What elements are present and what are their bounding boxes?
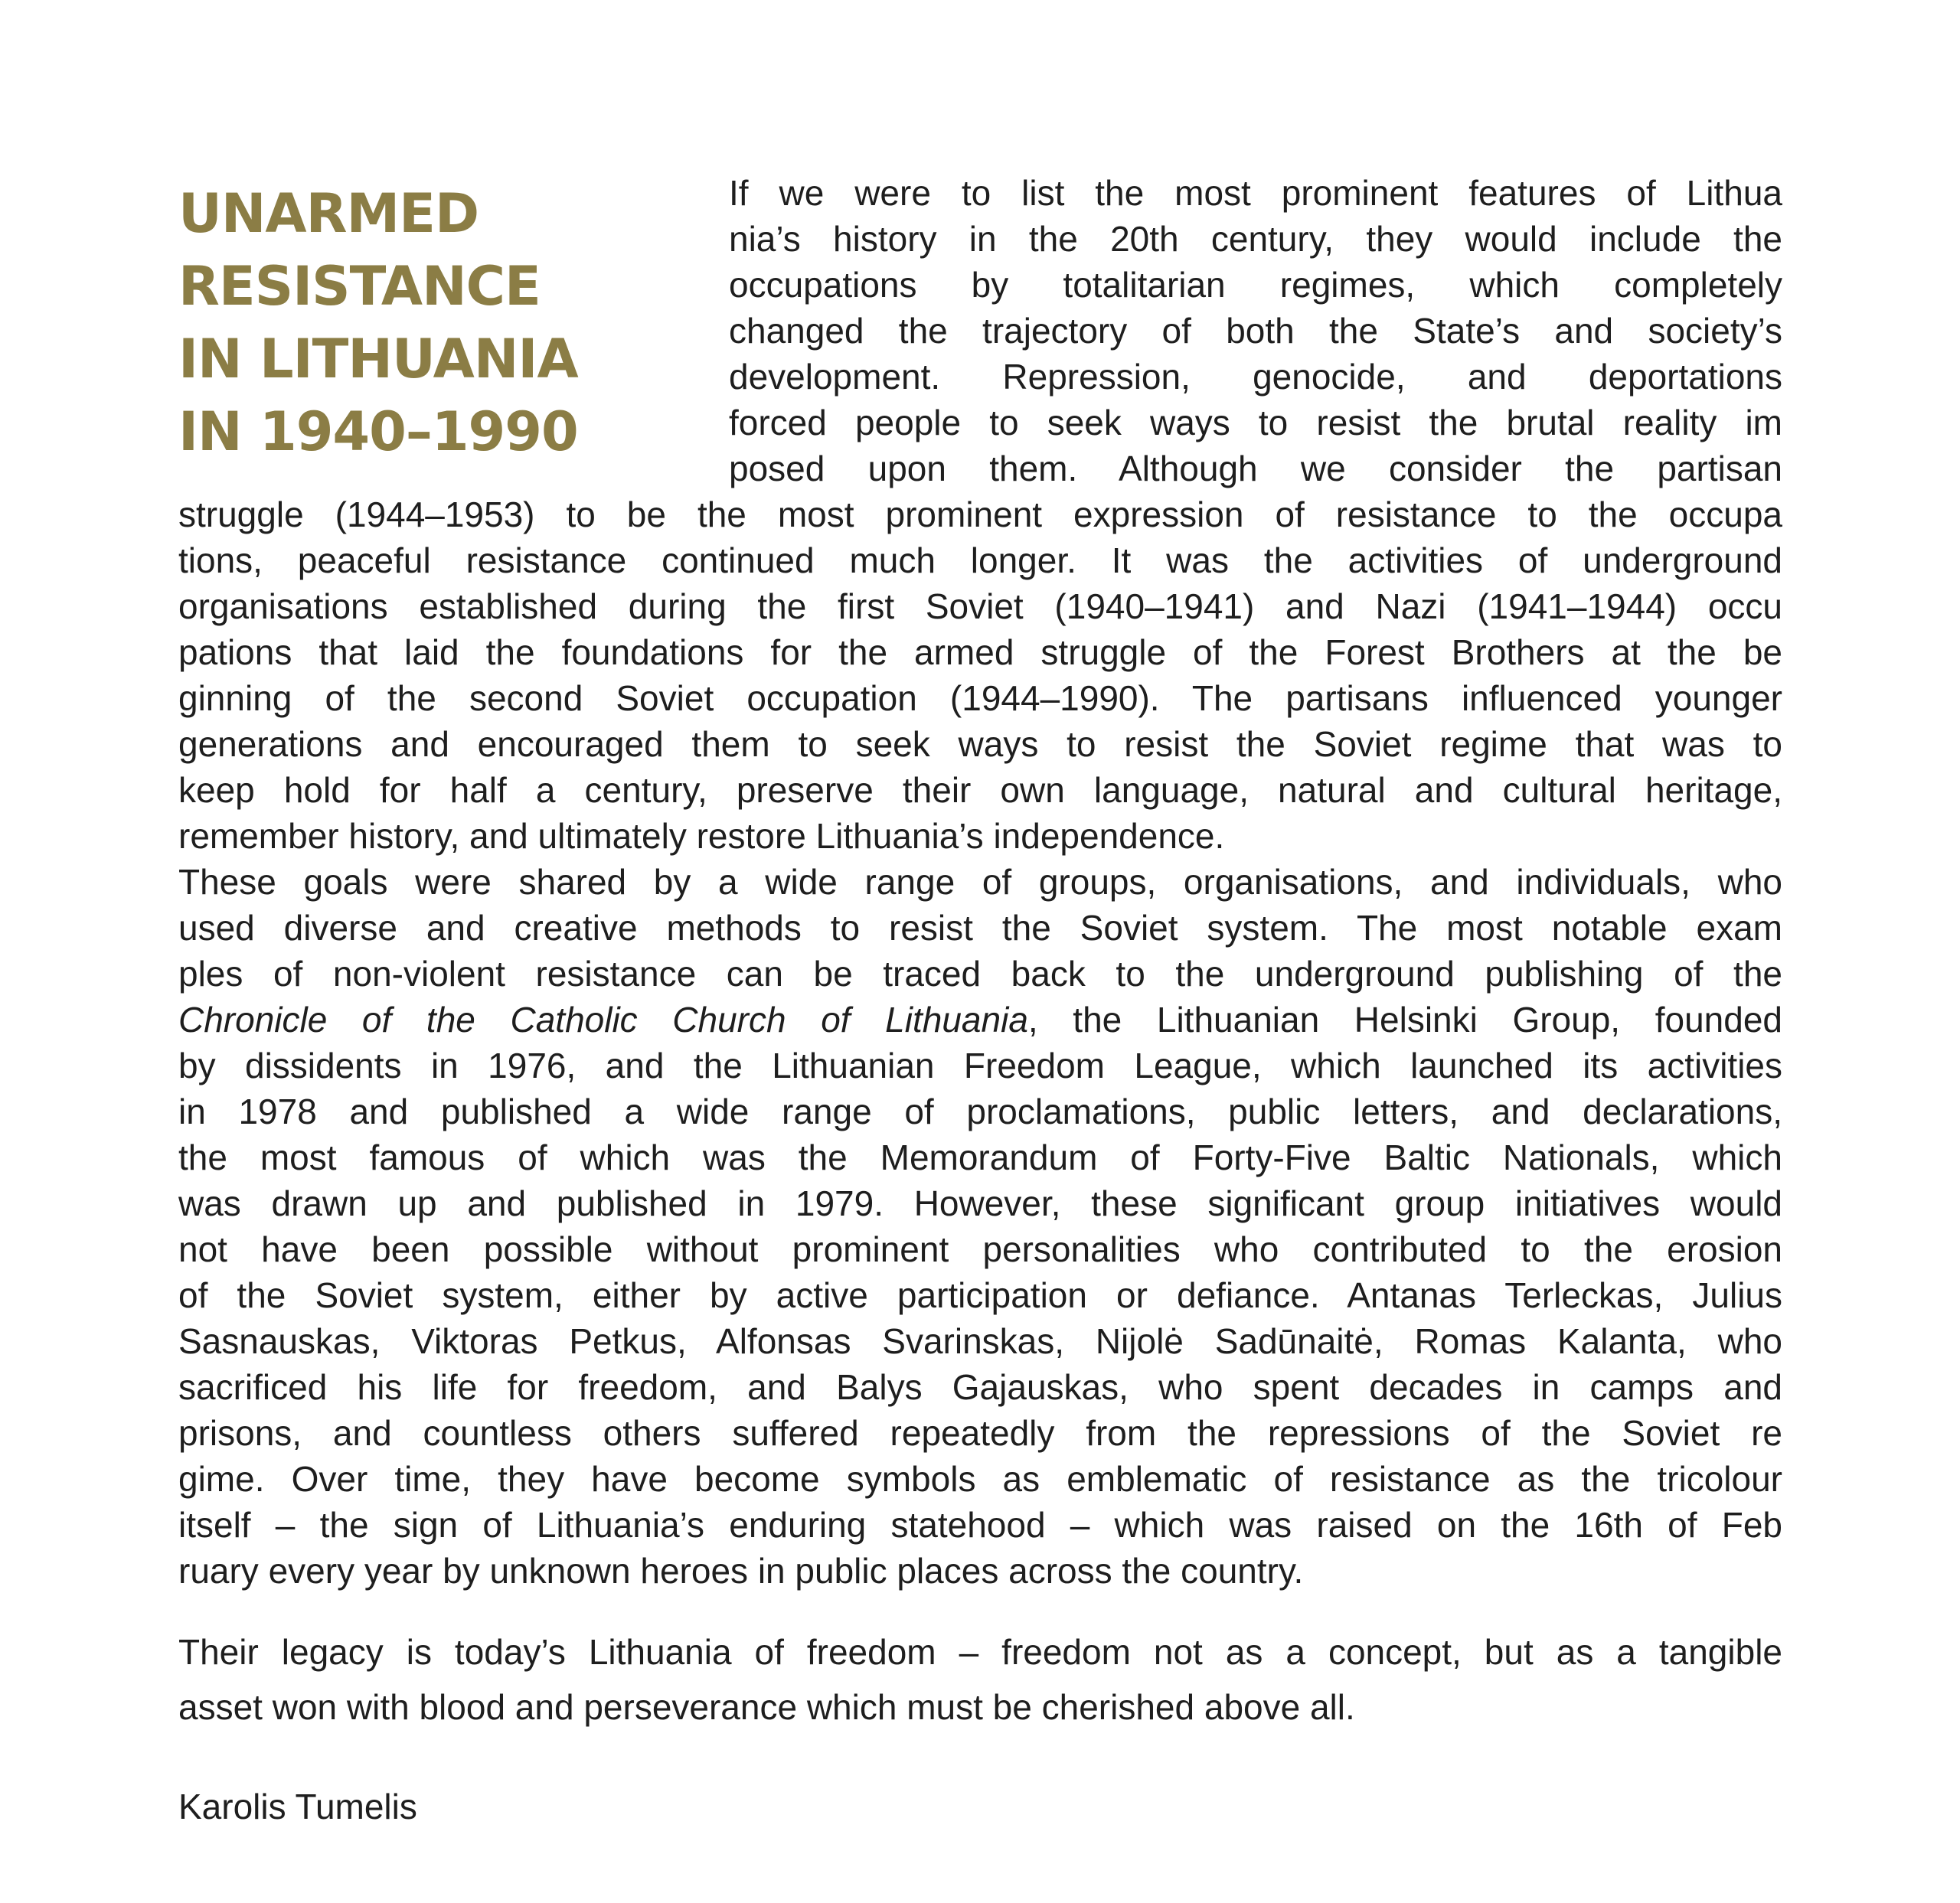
title-line-2: RESISTANCE — [178, 255, 541, 318]
body-line: struggle (1944–1953) to be the most prominent expression of resistance to the occupa — [178, 495, 1782, 534]
body-line: in 1978 and published a wide range of proclamations, public letters, and declarations, — [178, 1092, 1782, 1131]
body-line-with-italic-title — [178, 997, 1782, 1043]
body-line: nia’s history in the 20th century, they would include the — [729, 219, 1782, 259]
body-line: Sasnauskas, Viktoras Petkus, Alfonsas Svarinskas, Nijolė Sadūnaitė, Romas Kalanta, who — [178, 1321, 1782, 1361]
closing-paragraph — [178, 1624, 1782, 1735]
body-line: These goals were shared by a wide range of groups, organisations, and individuals, who — [178, 862, 1782, 902]
body-line: changed the trajectory of both the State’s and society’s — [729, 311, 1782, 351]
body-line: posed upon them. Although we consider the partisan — [729, 449, 1782, 488]
body-line: organisations established during the first Soviet (1940–1941) and Nazi (1941–1944) occu — [178, 586, 1782, 626]
body-line: itself – the sign of Lithuania’s enduring statehood – which was raised on the 16th of Feb — [178, 1505, 1782, 1545]
body-line: the most famous of which was the Memorandum of Forty-Five Baltic Nationals, which — [178, 1138, 1782, 1177]
title-line-3: IN LITHUANIA — [178, 328, 578, 390]
body-line: generations and encouraged them to seek ways to resist the Soviet regime that was to — [178, 724, 1782, 764]
body-line: prisons, and countless others suffered repeatedly from the repressions of the Soviet re — [178, 1413, 1782, 1453]
title-line-4: IN 1940–1990 — [178, 400, 578, 463]
body-line: by dissidents in 1976, and the Lithuanian Freedom League, which launched its activities — [178, 1046, 1782, 1085]
body-line: remember history, and ultimately restore Lithuania’s independence. — [178, 816, 1225, 856]
body-line: gime. Over time, they have become symbols as emblematic of resistance as the tricolour — [178, 1459, 1782, 1499]
body-line: pations that laid the foundations for the armed struggle of the Forest Brothers at the be — [178, 632, 1782, 672]
body-line: ples of non-violent resistance can be traced back to the underground publishing of the — [178, 954, 1782, 994]
body-line: ginning of the second Soviet occupation (1944–1990). The partisans influenced younger — [178, 678, 1782, 718]
body-line: forced people to seek ways to resist the brutal reality im — [729, 403, 1782, 442]
body-line: not have been possible without prominent personalities who contributed to the erosion — [178, 1229, 1782, 1269]
closing-line: Their legacy is today’s Lithuania of freedom – freedom not as a concept, but as a tangible — [178, 1632, 1782, 1672]
body-line: keep hold for half a century, preserve their own language, natural and cultural heritage, — [178, 770, 1782, 810]
page-title — [178, 178, 668, 468]
closing-line: asset won with blood and perseverance which must be cherished above all. — [178, 1687, 1355, 1727]
body-line: sacrificed his life for freedom, and Balys Gajauskas, who spent decades in camps and — [178, 1367, 1782, 1407]
main-body-text — [178, 491, 1782, 1594]
title-line-1: UNARMED — [178, 182, 479, 245]
author-signature: Karolis Tumelis — [178, 1787, 417, 1826]
intro-paragraph — [729, 170, 1782, 491]
body-line: of the Soviet system, either by active participation or defiance. Antanas Terleckas, Julius — [178, 1275, 1782, 1315]
body-line: If we were to list the most prominent features of Lithua — [729, 173, 1782, 213]
book-title: Chronicle of the Catholic Church of Lithuania — [178, 1000, 1028, 1040]
body-line: used diverse and creative methods to resist the Soviet system. The most notable exam — [178, 908, 1782, 948]
body-line-rest: , the Lithuanian Helsinki Group, founded — [1027, 1000, 1782, 1040]
body-line: development. Repression, genocide, and deportations — [729, 357, 1782, 397]
body-line: ruary every year by unknown heroes in public places across the country. — [178, 1551, 1304, 1591]
body-line: occupations by totalitarian regimes, which completely — [729, 265, 1782, 305]
body-line: tions, peaceful resistance continued much longer. It was the activities of underground — [178, 540, 1782, 580]
body-line: was drawn up and published in 1979. However, these significant group initiatives would — [178, 1183, 1782, 1223]
